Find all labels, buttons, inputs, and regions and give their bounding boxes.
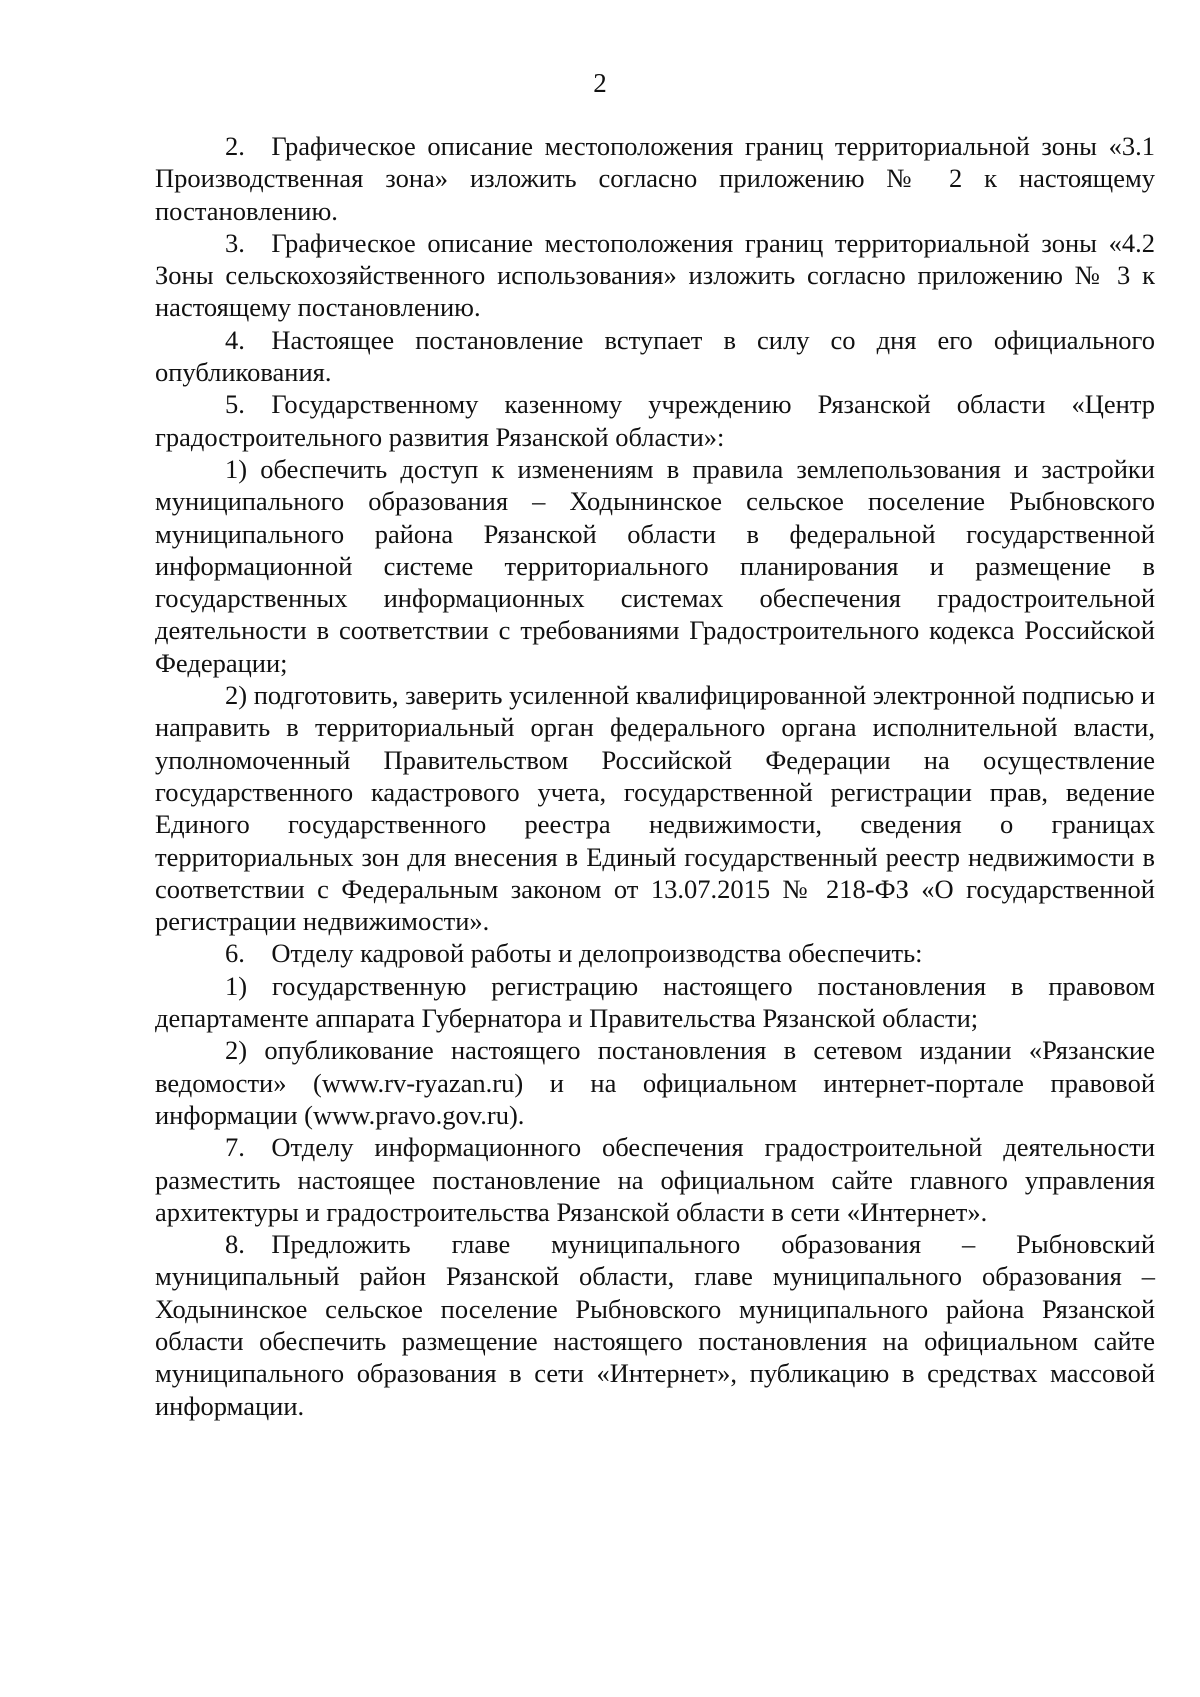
- paragraph-item-5-1: 1) обеспечить доступ к изменениям в правила землепользования и застройки муниципального образования – Ходынинское сельское поселение Рыбновского муниципального района Рязанской области в федеральной государственной информационной системе территориального планирования и размещение в государственных информационных системах обеспечения градостроительной деятельности в соответствии с требованиями Градостроительного кодекса Российской Федерации;: [155, 453, 1155, 678]
- paragraph-item-6-2: 2) опубликование настоящего постановления в сетевом издании «Рязанские ведомости» (www.rv-ryazan.ru) и на официальном интернет-портале правовой информации (www.pravo.gov.ru).: [155, 1035, 1155, 1130]
- paragraph-item-6: 6. Отделу кадровой работы и делопроизводства обеспечить:: [225, 938, 923, 969]
- paragraph-item-5: 5. Государственному казенному учреждению Рязанской области «Центр градостроительного развития Рязанской области»:: [155, 389, 1155, 452]
- document-body: [155, 130, 1155, 1422]
- paragraph-item-3: 3. Графическое описание местоположения границ территориальной зоны «4.2 Зоны сельскохозяйственного использования» изложить согласно приложению № 3 к настоящему постановлению.: [155, 227, 1155, 323]
- paragraph-item-5-2: 2) подготовить, заверить усиленной квалифицированной электронной подписью и направить в территориальный орган федерального органа исполнительной власти, уполномоченный Правительством Российской Федерации на осуществление государственного кадастрового учета, государственной регистрации прав, ведение Единого государственного реестра недвижимости, сведения о границах территориальных зон для внесения в Единый государственный реестр недвижимости в соответствии с Федеральным законом от 13.07.2015 № 218-ФЗ «О государственной регистрации недвижимости».: [155, 680, 1155, 937]
- paragraph-item-7: 7. Отделу информационного обеспечения градостроительной деятельности разместить настоящее постановление на официальном сайте главного управления архитектуры и градостроительства Рязанской области в сети «Интернет».: [155, 1132, 1155, 1227]
- paragraph-item-4: 4. Настоящее постановление вступает в силу со дня его официального опубликования.: [155, 324, 1155, 388]
- paragraph-item-2: 2. Графическое описание местоположения границ территориальной зоны «3.1 Производственная зона» изложить согласно приложению № 2 к настоящему постановлению.: [155, 131, 1155, 226]
- paragraph-item-8: 8. Предложить главе муниципального образования – Рыбновский муниципальный район Рязанской области, главе муниципального образования – Ходынинское сельское поселение Рыбновского муниципального района Рязанской области обеспечить размещение настоящего постановления на официальном сайте муниципального образования в сети «Интернет», публикацию в средствах массовой информации.: [155, 1229, 1155, 1421]
- paragraph-item-6-1: 1) государственную регистрацию настоящего постановления в правовом департаменте аппарата Губернатора и Правительства Рязанской области;: [155, 970, 1155, 1034]
- page-number: 2: [593, 68, 607, 98]
